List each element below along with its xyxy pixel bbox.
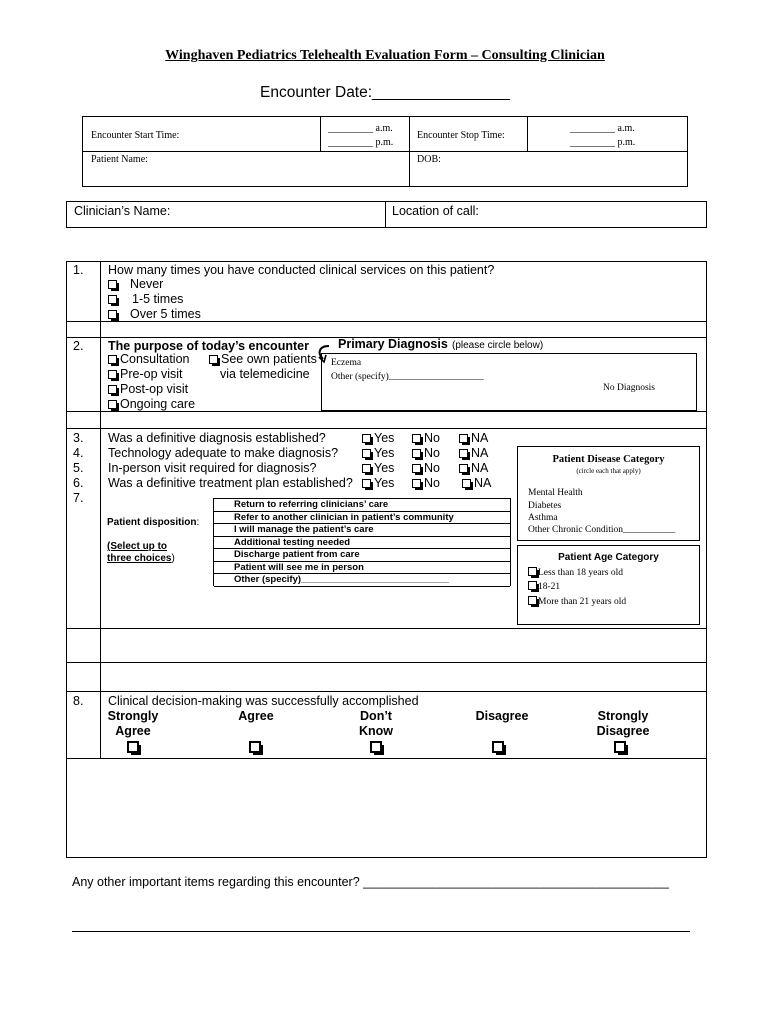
q5-text: In-person visit required for diagnosis? — [108, 461, 317, 475]
dx-none[interactable]: No Diagnosis — [603, 383, 655, 393]
q1-number: 1. — [73, 263, 84, 277]
q8-number: 8. — [73, 694, 84, 708]
via-telemedicine-text: via telemedicine — [220, 367, 310, 381]
q1-option-never[interactable]: Never — [108, 277, 163, 291]
q4-yes[interactable]: Yes — [362, 446, 394, 460]
location-label[interactable]: Location of call: — [392, 204, 479, 218]
diagnosis-box — [321, 353, 697, 411]
patient-name-label[interactable]: Patient Name: — [91, 154, 148, 165]
primary-diagnosis-label: Primary Diagnosis — [338, 337, 448, 351]
q6-na[interactable]: NA — [462, 476, 491, 490]
disease-other-chronic[interactable]: Other Chronic Condition___________ — [528, 525, 676, 535]
checkbox-icon[interactable] — [108, 370, 117, 379]
disposition-option[interactable]: Additional testing needed — [214, 537, 510, 550]
checkbox-icon[interactable] — [459, 449, 468, 458]
checkbox-icon[interactable] — [209, 355, 218, 364]
checkbox-icon[interactable] — [108, 385, 117, 394]
dx-eczema[interactable]: Eczema — [331, 358, 362, 368]
disagree-checkbox[interactable] — [492, 741, 504, 753]
postop-option[interactable]: Post-op visit — [108, 382, 188, 396]
form-title: Winghaven Pediatrics Telehealth Evaluation Form – Consulting Clinician — [165, 48, 605, 63]
q1-question: How many times you have conducted clinical services on this patient? — [108, 263, 495, 277]
scale-agree-label: Agree — [238, 709, 274, 723]
agree-checkbox[interactable] — [249, 741, 261, 753]
other-items-prompt[interactable]: Any other important items regarding this encounter? ____________________________________________ — [72, 875, 670, 889]
q6-no[interactable]: No — [412, 476, 440, 490]
q4-text: Technology adequate to make diagnosis? — [108, 446, 339, 460]
disposition-option[interactable]: Return to referring clinicians’ care — [214, 499, 510, 512]
q6-yes[interactable]: Yes — [362, 476, 394, 490]
checkbox-icon[interactable] — [108, 310, 117, 319]
checkbox-icon[interactable] — [412, 464, 421, 473]
q7-number: 7. — [73, 491, 84, 505]
stop-pm[interactable]: _________ p.m. — [570, 137, 636, 148]
scale-disagree-label: Disagree — [475, 709, 529, 723]
checkbox-icon[interactable] — [108, 355, 117, 364]
select-up-to-line2: three choices) — [107, 553, 175, 564]
q5-no[interactable]: No — [412, 461, 440, 475]
disposition-option[interactable]: Refer to another clinician in patient’s community — [214, 512, 510, 525]
q2-purpose-label: The purpose of today’s encounter — [108, 339, 309, 353]
age-over-21[interactable]: More than 21 years old — [528, 596, 626, 607]
checkbox-icon[interactable] — [528, 581, 537, 590]
q3-number: 3. — [73, 431, 84, 445]
checkbox-icon[interactable] — [108, 400, 117, 409]
q4-no[interactable]: No — [412, 446, 440, 460]
checkbox-icon[interactable] — [362, 449, 371, 458]
start-time-label: Encounter Start Time: — [91, 130, 180, 141]
q5-number: 5. — [73, 461, 84, 475]
q3-yes[interactable]: Yes — [362, 431, 394, 445]
q6-number: 6. — [73, 476, 84, 490]
q3-no[interactable]: No — [412, 431, 440, 445]
q1-option-over5[interactable]: Over 5 times — [108, 307, 201, 321]
primary-diagnosis-note: (please circle below) — [452, 340, 544, 351]
scale-strongly-disagree-label: Strongly Disagree — [596, 709, 650, 738]
encounter-date-label[interactable]: Encounter Date:________________ — [260, 84, 510, 101]
age-under-18[interactable]: Less than 18 years old — [528, 567, 623, 578]
patient-disposition-label: Patient disposition: — [107, 517, 200, 528]
age-18-21[interactable]: 18-21 — [528, 581, 560, 592]
start-am[interactable]: _________ a.m. — [328, 123, 393, 134]
checkbox-icon[interactable] — [362, 434, 371, 443]
age-category-title: Patient Age Category — [558, 552, 659, 563]
other-items-line[interactable] — [72, 931, 690, 932]
q8-text: Clinical decision-making was successfully accomplished — [108, 694, 419, 708]
q6-text: Was a definitive treatment plan established? — [108, 476, 353, 490]
checkbox-icon[interactable] — [459, 464, 468, 473]
q5-na[interactable]: NA — [459, 461, 488, 475]
q3-text: Was a definitive diagnosis established? — [108, 431, 326, 445]
scale-strongly-agree-label: Strongly Agree — [107, 709, 159, 738]
q4-na[interactable]: NA — [459, 446, 488, 460]
start-pm[interactable]: _________ p.m. — [328, 137, 394, 148]
disposition-list — [213, 498, 511, 586]
q2-number: 2. — [73, 339, 84, 353]
checkbox-icon[interactable] — [362, 464, 371, 473]
disease-category-title: Patient Disease Category — [552, 454, 665, 465]
ongoing-option[interactable]: Ongoing care — [108, 397, 195, 411]
q5-yes[interactable]: Yes — [362, 461, 394, 475]
see-own-option[interactable]: See own patients — [209, 352, 317, 366]
checkbox-icon[interactable] — [462, 479, 471, 488]
dob-label[interactable]: DOB: — [417, 154, 441, 165]
checkbox-icon[interactable] — [412, 449, 421, 458]
disposition-option[interactable]: Other (specify)____________________________ — [214, 574, 510, 587]
consultation-option[interactable]: Consultation — [108, 352, 190, 366]
checkbox-icon[interactable] — [459, 434, 468, 443]
checkbox-icon[interactable] — [108, 280, 117, 289]
q3-na[interactable]: NA — [459, 431, 488, 445]
disposition-option[interactable]: I will manage the patient’s care — [214, 524, 510, 537]
checkbox-icon[interactable] — [108, 295, 117, 304]
disease-mental-health[interactable]: Mental Health — [528, 488, 583, 498]
disease-asthma[interactable]: Asthma — [528, 513, 558, 523]
q1-option-1-5[interactable]: 1-5 times — [108, 292, 183, 306]
disease-category-subtitle: (circle each that apply) — [576, 467, 641, 475]
checkbox-icon[interactable] — [528, 567, 537, 576]
scale-dont-know-label: Don’t Know — [358, 709, 394, 738]
disposition-option[interactable]: Patient will see me in person — [214, 562, 510, 575]
strongly-agree-checkbox[interactable] — [127, 741, 139, 753]
dx-other[interactable]: Other (specify)____________________ — [331, 372, 484, 382]
stop-time-label: Encounter Stop Time: — [417, 130, 505, 141]
clinician-name-label[interactable]: Clinician’s Name: — [74, 204, 171, 218]
checkbox-icon[interactable] — [528, 596, 537, 605]
checkbox-icon[interactable] — [412, 434, 421, 443]
q4-number: 4. — [73, 446, 84, 460]
checkbox-icon[interactable] — [412, 479, 421, 488]
disposition-option[interactable]: Discharge patient from care — [214, 549, 510, 562]
select-up-to-line1: (Select up to — [107, 541, 168, 552]
disease-diabetes[interactable]: Diabetes — [528, 501, 562, 511]
dont-know-checkbox[interactable] — [370, 741, 382, 753]
preop-option[interactable]: Pre-op visit — [108, 367, 183, 381]
strongly-disagree-checkbox[interactable] — [614, 741, 626, 753]
stop-am[interactable]: _________ a.m. — [570, 123, 635, 134]
checkbox-icon[interactable] — [362, 479, 371, 488]
